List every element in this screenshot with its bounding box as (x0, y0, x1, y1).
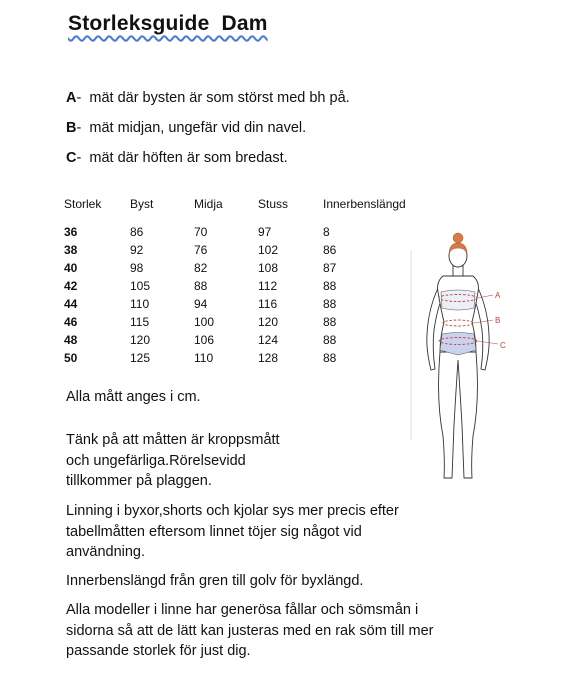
hip-cell: 124 (258, 333, 279, 347)
instruction-b (66, 120, 306, 136)
size-cell: 44 (64, 297, 78, 311)
column-header: Innerbenslängd (323, 197, 406, 211)
instruction-a (66, 90, 350, 106)
bust-cell: 86 (130, 225, 144, 239)
inseam-cell: 88 (323, 279, 337, 293)
inseam-cell: 86 (323, 243, 337, 257)
note-line: användning. (66, 544, 146, 560)
bust-cell: 98 (130, 261, 144, 275)
table-row (64, 295, 433, 313)
top-garment (441, 290, 475, 310)
instruction-text: - mät där höften är som bredast. (76, 150, 288, 166)
column-header: Byst (130, 197, 154, 211)
body-measurement-illustration (398, 210, 518, 490)
label-a: A (495, 291, 501, 300)
table-row (64, 259, 433, 277)
waist-cell: 100 (194, 315, 215, 329)
figure-body (427, 245, 489, 478)
bust-cell: 110 (130, 297, 150, 311)
bust-cell: 92 (130, 243, 144, 257)
note-line: passande storlek för just dig. (66, 643, 251, 659)
waist-cell: 82 (194, 261, 208, 275)
size-cell: 50 (64, 351, 78, 365)
inseam-cell: 88 (323, 333, 337, 347)
table-row (64, 223, 433, 241)
bust-cell: 105 (130, 279, 151, 293)
waistband-note (66, 501, 506, 563)
inseam-cell: 88 (323, 315, 337, 329)
note-line: tabellmåtten eftersom linnet töjer sig något vid (66, 523, 362, 540)
label-c: C (500, 341, 506, 350)
inseam-cell: 87 (323, 261, 337, 275)
table-row (64, 313, 433, 331)
hip-cell: 108 (258, 261, 279, 275)
size-cell: 46 (64, 315, 78, 329)
note-line: tillkommer på plaggen. (66, 473, 212, 489)
page-title: Storleksguide Dam (68, 12, 268, 35)
size-table (64, 197, 433, 367)
hip-cell: 116 (258, 297, 278, 311)
note-line: sidorna så att de lätt kan justeras med en rak söm till mer (66, 622, 434, 639)
note-line: Alla modeller i linne har generösa fållar och sömsmån i (66, 602, 419, 618)
inseam-cell: 88 (323, 351, 337, 365)
inseam-cell: 8 (323, 225, 330, 239)
hip-cell: 120 (258, 315, 279, 329)
inseam-cell: 88 (323, 297, 337, 311)
bust-cell: 120 (130, 333, 151, 347)
label-b: B (495, 316, 501, 325)
waist-cell: 88 (194, 279, 208, 293)
instruction-letter: B (66, 120, 77, 136)
table-header-row (64, 197, 433, 223)
waist-cell: 76 (194, 243, 208, 257)
units-note: Alla mått anges i cm. (66, 389, 201, 405)
note-line: och ungefärliga.Rörelsevidd (66, 452, 246, 469)
column-header: Storlek (64, 197, 102, 211)
size-cell: 36 (64, 225, 78, 239)
bust-cell: 125 (130, 351, 151, 365)
bust-cell: 115 (130, 315, 150, 329)
size-cell: 48 (64, 333, 78, 347)
waist-cell: 106 (194, 333, 215, 347)
size-cell: 40 (64, 261, 78, 275)
column-header: Stuss (258, 197, 289, 211)
column-header: Midja (194, 197, 223, 211)
waist-cell: 70 (194, 225, 208, 239)
size-cell: 38 (64, 243, 78, 257)
size-cell: 42 (64, 279, 78, 293)
instruction-text: - mät där bysten är som störst med bh på. (76, 90, 350, 106)
linen-note (66, 600, 516, 662)
note-line: Tänk på att måtten är kroppsmått (66, 432, 280, 448)
waist-cell: 94 (194, 297, 208, 311)
hip-cell: 102 (258, 243, 279, 257)
body-measure-note (66, 430, 366, 492)
hip-cell: 97 (258, 225, 272, 239)
waist-cell: 110 (194, 351, 214, 365)
instruction-text: - mät midjan, ungefär vid din navel. (76, 120, 307, 136)
hip-cell: 128 (258, 351, 279, 365)
inseam-note: Innerbenslängd från gren till golv för byxlängd. (66, 573, 364, 589)
table-row (64, 241, 433, 259)
instruction-letter: A (66, 90, 77, 106)
instruction-letter: C (66, 150, 77, 166)
note-line: Linning i byxor,shorts och kjolar sys mer precis efter (66, 503, 399, 519)
table-row (64, 349, 433, 367)
table-row (64, 277, 433, 295)
table-row (64, 331, 433, 349)
hip-cell: 112 (258, 279, 278, 293)
instruction-c (66, 150, 288, 166)
